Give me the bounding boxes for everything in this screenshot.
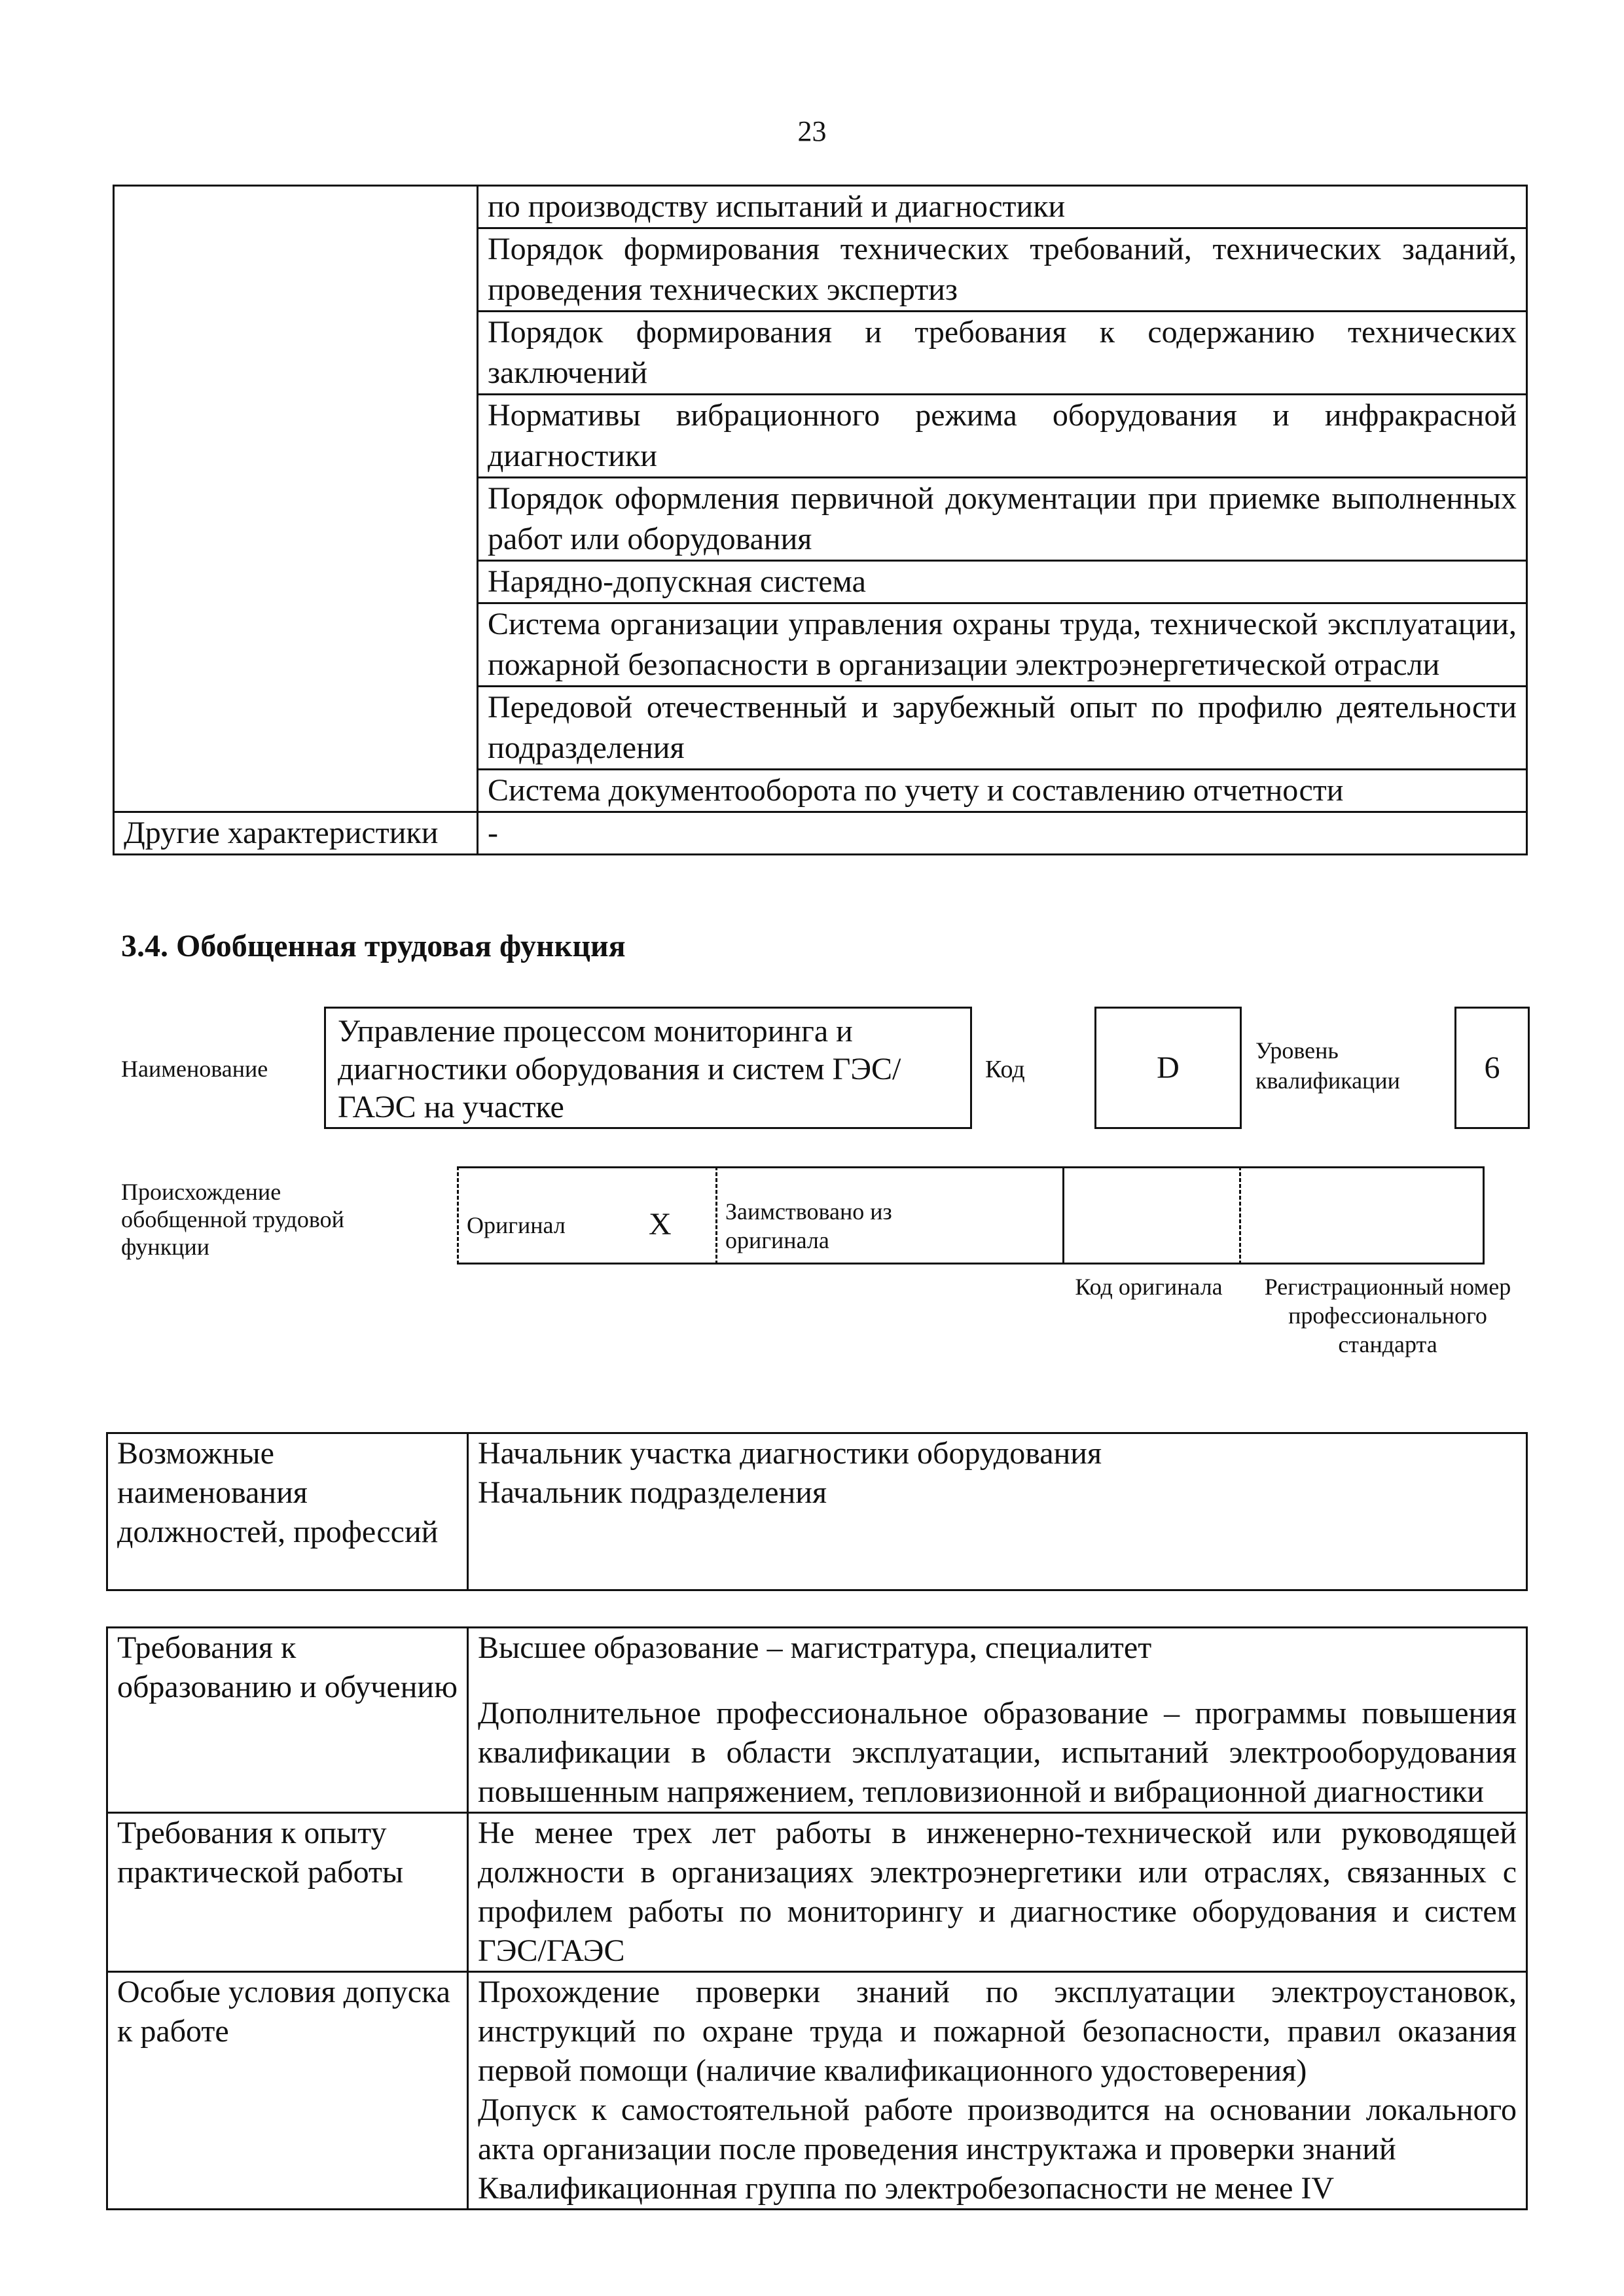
jobs-label: Возможные наименования должностей, профессий [107,1433,468,1590]
condition-item: Прохождение проверки знаний по эксплуатации электроустановок, инструкций по охране труда и пожарной безопасности, правил оказания первой помощи (наличие квалификационного удостоверения) [478,1975,1517,2088]
knowledge-row: Система организации управления охраны труда, технической эксплуатации, пожарной безопасности в организации электроэнергетической отрасли [478,603,1527,687]
original-label: Оригинал [467,1212,566,1238]
page-number: 23 [797,115,827,147]
code-original-note: Код оригинала [1075,1274,1223,1300]
conditions-label: Особые условия допуска к работе [107,1972,468,2210]
level-value-box: 6 [1454,1007,1530,1129]
knowledge-table [113,185,1528,855]
borrowed-label: Заимствовано из оригинала [725,1198,892,1253]
education-item: Дополнительное профессиональное образование – программы повышения квалификации в области эксплуатации, испытаний электрооборудования повышенным напряжением, тепловизионной и вибрационной диагностики [478,1696,1517,1809]
name-value-box: Управление процессом мониторинга и диагностики оборудования и систем ГЭС/ГАЭС на участке [324,1007,972,1129]
other-characteristics-label: Другие характеристики [114,812,478,855]
code-value-box: D [1094,1007,1242,1129]
origin-original-cell [457,1166,715,1265]
condition-item: Допуск к самостоятельной работе производится на основании локального акта организации после проведения инструктажа и проверки знаний [478,2092,1517,2166]
reg-number-note: Регистрационный номер профессионального стандарта [1264,1274,1511,1357]
knowledge-label-cell [114,186,478,812]
education-label: Требования к образованию и обучению [107,1628,468,1813]
name-label: Наименование [121,1056,268,1082]
code-original-cell [1062,1166,1239,1265]
condition-item: Квалификационная группа по электробезопасности не менее IV [478,2171,1335,2206]
code-label: Код [985,1056,1025,1083]
requirements-table [106,1626,1528,2210]
jobs-values [468,1433,1527,1590]
knowledge-row: Система документооборота по учету и составлению отчетности [478,770,1527,812]
education-item: Высшее образование – магистратура, специалитет [478,1630,1152,1665]
knowledge-row: Порядок оформления первичной документации при приемке выполненных работ или оборудования [478,478,1527,561]
knowledge-row: Нарядно-допускная система [478,561,1527,603]
education-values [468,1628,1527,1813]
experience-value: Не менее трех лет работы в инженерно-технической или руководящей должности в организациях электроэнергетики или отраслях, связанных с профилем работы по мониторингу и диагностике оборудования и систем ГЭС/ГАЭС [468,1813,1527,1972]
jobs-table [106,1432,1528,1591]
reg-number-cell [1239,1166,1485,1265]
level-label: Уровень квалификации [1255,1037,1400,1094]
knowledge-row: Передовой отечественный и зарубежный опыт по профилю деятельности подразделения [478,687,1527,770]
job-title: Начальник участка диагностики оборудования [478,1436,1102,1471]
origin-borrowed-cell [715,1166,1062,1265]
original-mark: X [649,1207,672,1242]
other-characteristics-value: - [478,812,1527,855]
knowledge-row: Порядок формирования технических требований, технических заданий, проведения технических экспертиз [478,228,1527,312]
conditions-values [468,1972,1527,2210]
origin-table [457,1166,1485,1265]
origin-label: Происхождение обобщенной трудовой функции [121,1179,344,1260]
knowledge-row: Нормативы вибрационного режима оборудования и инфракрасной диагностики [478,395,1527,478]
section-title: 3.4. Обобщенная трудовая функция [121,929,626,963]
knowledge-row: по производству испытаний и диагностики [478,186,1527,228]
experience-label: Требования к опыту практической работы [107,1813,468,1972]
knowledge-row: Порядок формирования и требования к содержанию технических заключений [478,312,1527,395]
job-title: Начальник подразделения [478,1475,827,1510]
